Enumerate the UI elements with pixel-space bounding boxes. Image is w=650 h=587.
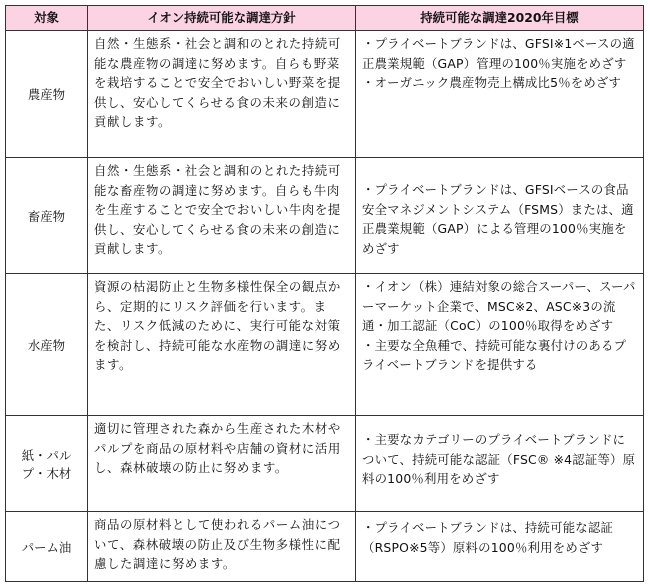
row-goals bbox=[356, 416, 644, 512]
row-policy: 自然・生態系・社会と調和のとれた持続可能な畜産物の調達に努めます。自らも牛肉を生産することで安全でおいしい牛肉を提供し、安心してくらせる食の未来の創造に貢献します。 bbox=[88, 158, 356, 274]
row-category: 紙・パルプ・木材 bbox=[6, 416, 88, 512]
procurement-policy-table bbox=[5, 5, 644, 582]
table-row bbox=[6, 158, 644, 274]
table-row bbox=[6, 512, 644, 582]
row-category: パーム油 bbox=[6, 512, 88, 582]
row-policy: 資源の枯渇防止と生物多様性保全の観点から、定期的にリスク評価を行います。また、リスク低減のために、実行可能な対策を検討し、持続可能な水産物の調達に努めます。 bbox=[88, 274, 356, 416]
goal-item: ・主要な全魚種で、持続可能な裏付けのあるプライベートブランドを提供する bbox=[362, 337, 627, 372]
table-row bbox=[6, 31, 644, 158]
row-policy: 適切に管理された森から生産された木材やパルプを商品の原材料や店舗の資材に活用し、森林破壊の防止に努めます。 bbox=[88, 416, 356, 512]
goal-item: ・プライベートブランドは、持続可能な認証（RSPO※5等）原料の100％利用をめざす bbox=[362, 520, 614, 555]
header-goal: 持続可能な調達2020年目標 bbox=[356, 6, 644, 31]
row-goals bbox=[356, 31, 644, 158]
header-category: 対象 bbox=[6, 6, 88, 31]
table-row bbox=[6, 416, 644, 512]
row-goals bbox=[356, 158, 644, 274]
header-policy: イオン持続可能な調達方針 bbox=[88, 6, 356, 31]
row-category: 水産物 bbox=[6, 274, 88, 416]
row-category: 農産物 bbox=[6, 31, 88, 158]
goal-item: ・イオン（株）連結対象の総合スーパー、スーパーマーケット企業で、MSC※2、ASC※3の流通・加工認証（CoC）の100％取得をめざす bbox=[362, 279, 636, 333]
table-row bbox=[6, 274, 644, 416]
table-header-row bbox=[6, 6, 644, 31]
goal-item: ・主要なカテゴリーのプライベートブランドについて、持続可能な認証（FSC® ※4認証等）原料の100％利用をめざす bbox=[362, 432, 636, 486]
row-goals bbox=[356, 512, 644, 582]
row-category: 畜産物 bbox=[6, 158, 88, 274]
goal-item: ・オーガニック農産物売上構成比5％をめざす bbox=[362, 75, 622, 90]
goal-item: ・プライベートブランドは、GFSIベースの食品安全マネジメントシステム（FSMS）または、適正農業規範（GAP）による管理の100％実施をめざす bbox=[362, 182, 634, 256]
row-policy: 商品の原材料として使われるパーム油について、森林破壊の防止及び生物多様性に配慮した調達に努めます。 bbox=[88, 512, 356, 582]
row-policy: 自然・生態系・社会と調和のとれた持続可能な農産物の調達に努めます。自らも野菜を栽培することで安全でおいしい野菜を提供し、安心してくらせる食の未来の創造に貢献します。 bbox=[88, 31, 356, 158]
goal-item: ・プライベートブランドは、GFSI※1ベースの適正農業規範（GAP）管理の100％実施をめざす bbox=[362, 36, 635, 71]
row-goals bbox=[356, 274, 644, 416]
